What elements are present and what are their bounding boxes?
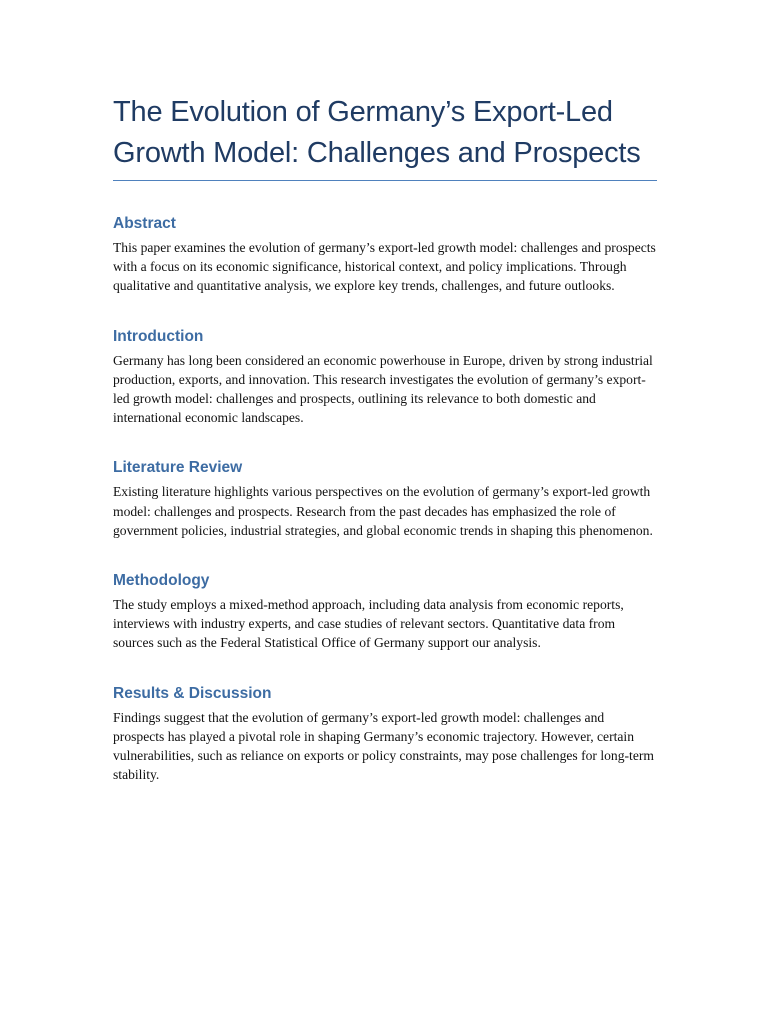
- section-heading-abstract: Abstract: [113, 215, 176, 232]
- section-introduction: [113, 327, 657, 428]
- section-heading-introduction: Introduction: [113, 327, 204, 345]
- section-results-discussion: [113, 684, 657, 785]
- document-page: [113, 92, 657, 784]
- section-body-methodology: The study employs a mixed-method approach, including data analysis from economic reports, interviews with industry experts, and case studies of relevant sectors. Quantitative data from sources such as the Federal Statistical Office of Germany support our analysis.: [113, 597, 624, 651]
- section-body-results-discussion: Findings suggest that the evolution of germany’s export-led growth model: challenges and prospects has played a pivotal role in shaping Germany’s economic trajectory. However, certain vulnerabilities, such as reliance on exports or policy constraints, may pose challenges for long-term stability.: [113, 709, 654, 783]
- document-title: The Evolution of Germany’s Export-Led Growth Model: Challenges and Prospects: [113, 92, 657, 181]
- section-abstract: [113, 214, 657, 296]
- section-body-literature-review: Existing literature highlights various perspectives on the evolution of germany’s export-led growth model: challenges and prospects. Research from the past decades has emphasized the role of government policies, industrial strategies, and global economic trends in shaping this phenomenon.: [113, 484, 653, 538]
- section-literature-review: [113, 458, 657, 540]
- section-methodology: [113, 571, 657, 653]
- section-heading-methodology: Methodology: [113, 572, 210, 590]
- section-body-introduction: Germany has long been considered an economic powerhouse in Europe, driven by strong industrial production, exports, and innovation. This research investigates the evolution of germany’s export-led growth model: challenges and prospects, outlining its relevance to both domestic and international economic landscapes.: [113, 352, 653, 426]
- section-body-abstract: This paper examines the evolution of germany’s export-led growth model: challenges and prospects with a focus on its economic significance, historical context, and policy implications. Through qualitative and quantitative analysis, we explore key trends, challenges, and future outlooks.: [113, 240, 656, 294]
- section-heading-literature-review: Literature Review: [113, 459, 243, 477]
- section-heading-results-discussion: Results & Discussion: [113, 684, 272, 702]
